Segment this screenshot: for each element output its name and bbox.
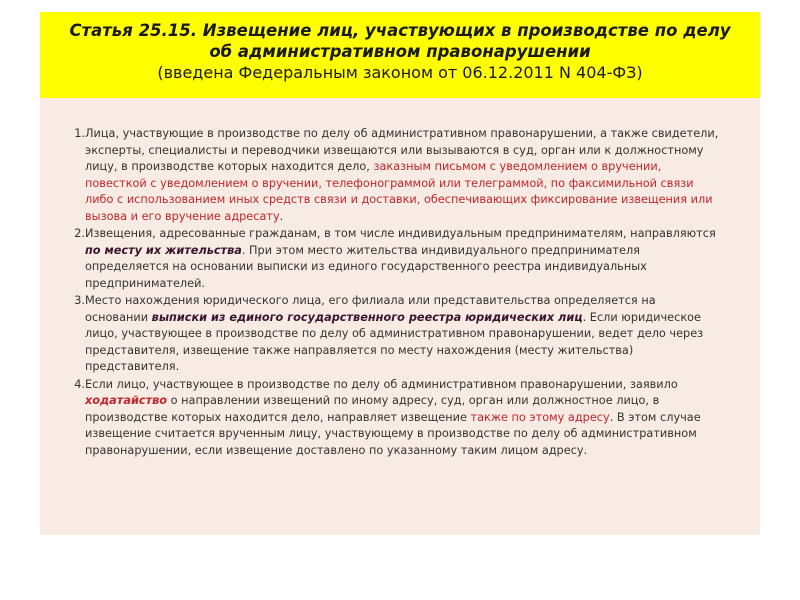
paragraph-text: Лица, участвующие в производстве по делу об административном правонарушении, а также свидетели, эксперты, специалисты и переводчики извещаются или вызываются в суд, орган или к должностному лицу, в производстве которых находится дело,	[85, 127, 719, 173]
paragraph-text: о направлении извещений по иному адресу, суд, орган или должностное лицо, в производстве которых находится дело, направляет извещение	[85, 394, 660, 424]
paragraph-text: . В этом случае извещение считается врученным лицу, участвующему в производстве по делу об административном правонарушении, если извещение доставлено по указанному таким лицом адресу.	[85, 410, 701, 457]
paragraph-4	[48, 377, 720, 460]
emphasized-text: выписки из единого государственного реестра юридических лиц	[151, 310, 583, 324]
article-heading: Статья 25.15. Извещение лиц, участвующих в производстве по делу об административном правонарушении	[69, 21, 731, 61]
article-subheading: (введена Федеральным законом от 06.12.2011 N 404-ФЗ)	[157, 63, 643, 82]
paragraph-text: Извещения, адресованные гражданам, в том числе индивидуальным предпринимателям, направляются	[85, 227, 716, 240]
paragraph-1	[48, 126, 720, 225]
article-body	[40, 98, 760, 535]
highlighted-text: заказным письмом с уведомлением о вручении, повесткой с уведомлением о вручении, телефонограммой или телеграммой, по факсимильной связи либо с использованием иных средств связи и доставки, обеспечивающих фиксирование извещения или вызова и его вручение адресату	[85, 160, 713, 223]
paragraph-number: 3.	[74, 294, 85, 307]
paragraph-text: . При этом место жительства индивидуального предпринимателя определяется на основании выписки из единого государственного реестра индивидуальных предпринимателей.	[85, 243, 647, 290]
emphasized-text: по месту их жительства	[85, 243, 242, 257]
paragraph-text: .	[279, 209, 284, 223]
paragraph-number: 4.	[74, 377, 85, 391]
paragraph-text: Если лицо, участвующее в производстве по делу об административном правонарушении, заявило	[85, 377, 678, 391]
highlighted-text: также по этому адресу	[470, 410, 610, 424]
emphasized-text: ходатайство	[85, 394, 168, 407]
paragraph-text: Место нахождения юридического лица, его филиала или представительства определяется на основании	[85, 294, 656, 324]
paragraph-number: 1.	[74, 127, 85, 140]
slide-title	[40, 12, 760, 98]
paragraph-number: 2.	[74, 227, 85, 240]
paragraph-text: . Если юридическое лицо, участвующее в производстве по делу об административном правонарушении, ведет дело через представителя, извещение также направляется по месту нахождения (месту жительства) представителя.	[85, 310, 704, 373]
paragraph-3	[48, 293, 720, 376]
paragraph-2	[48, 226, 720, 292]
